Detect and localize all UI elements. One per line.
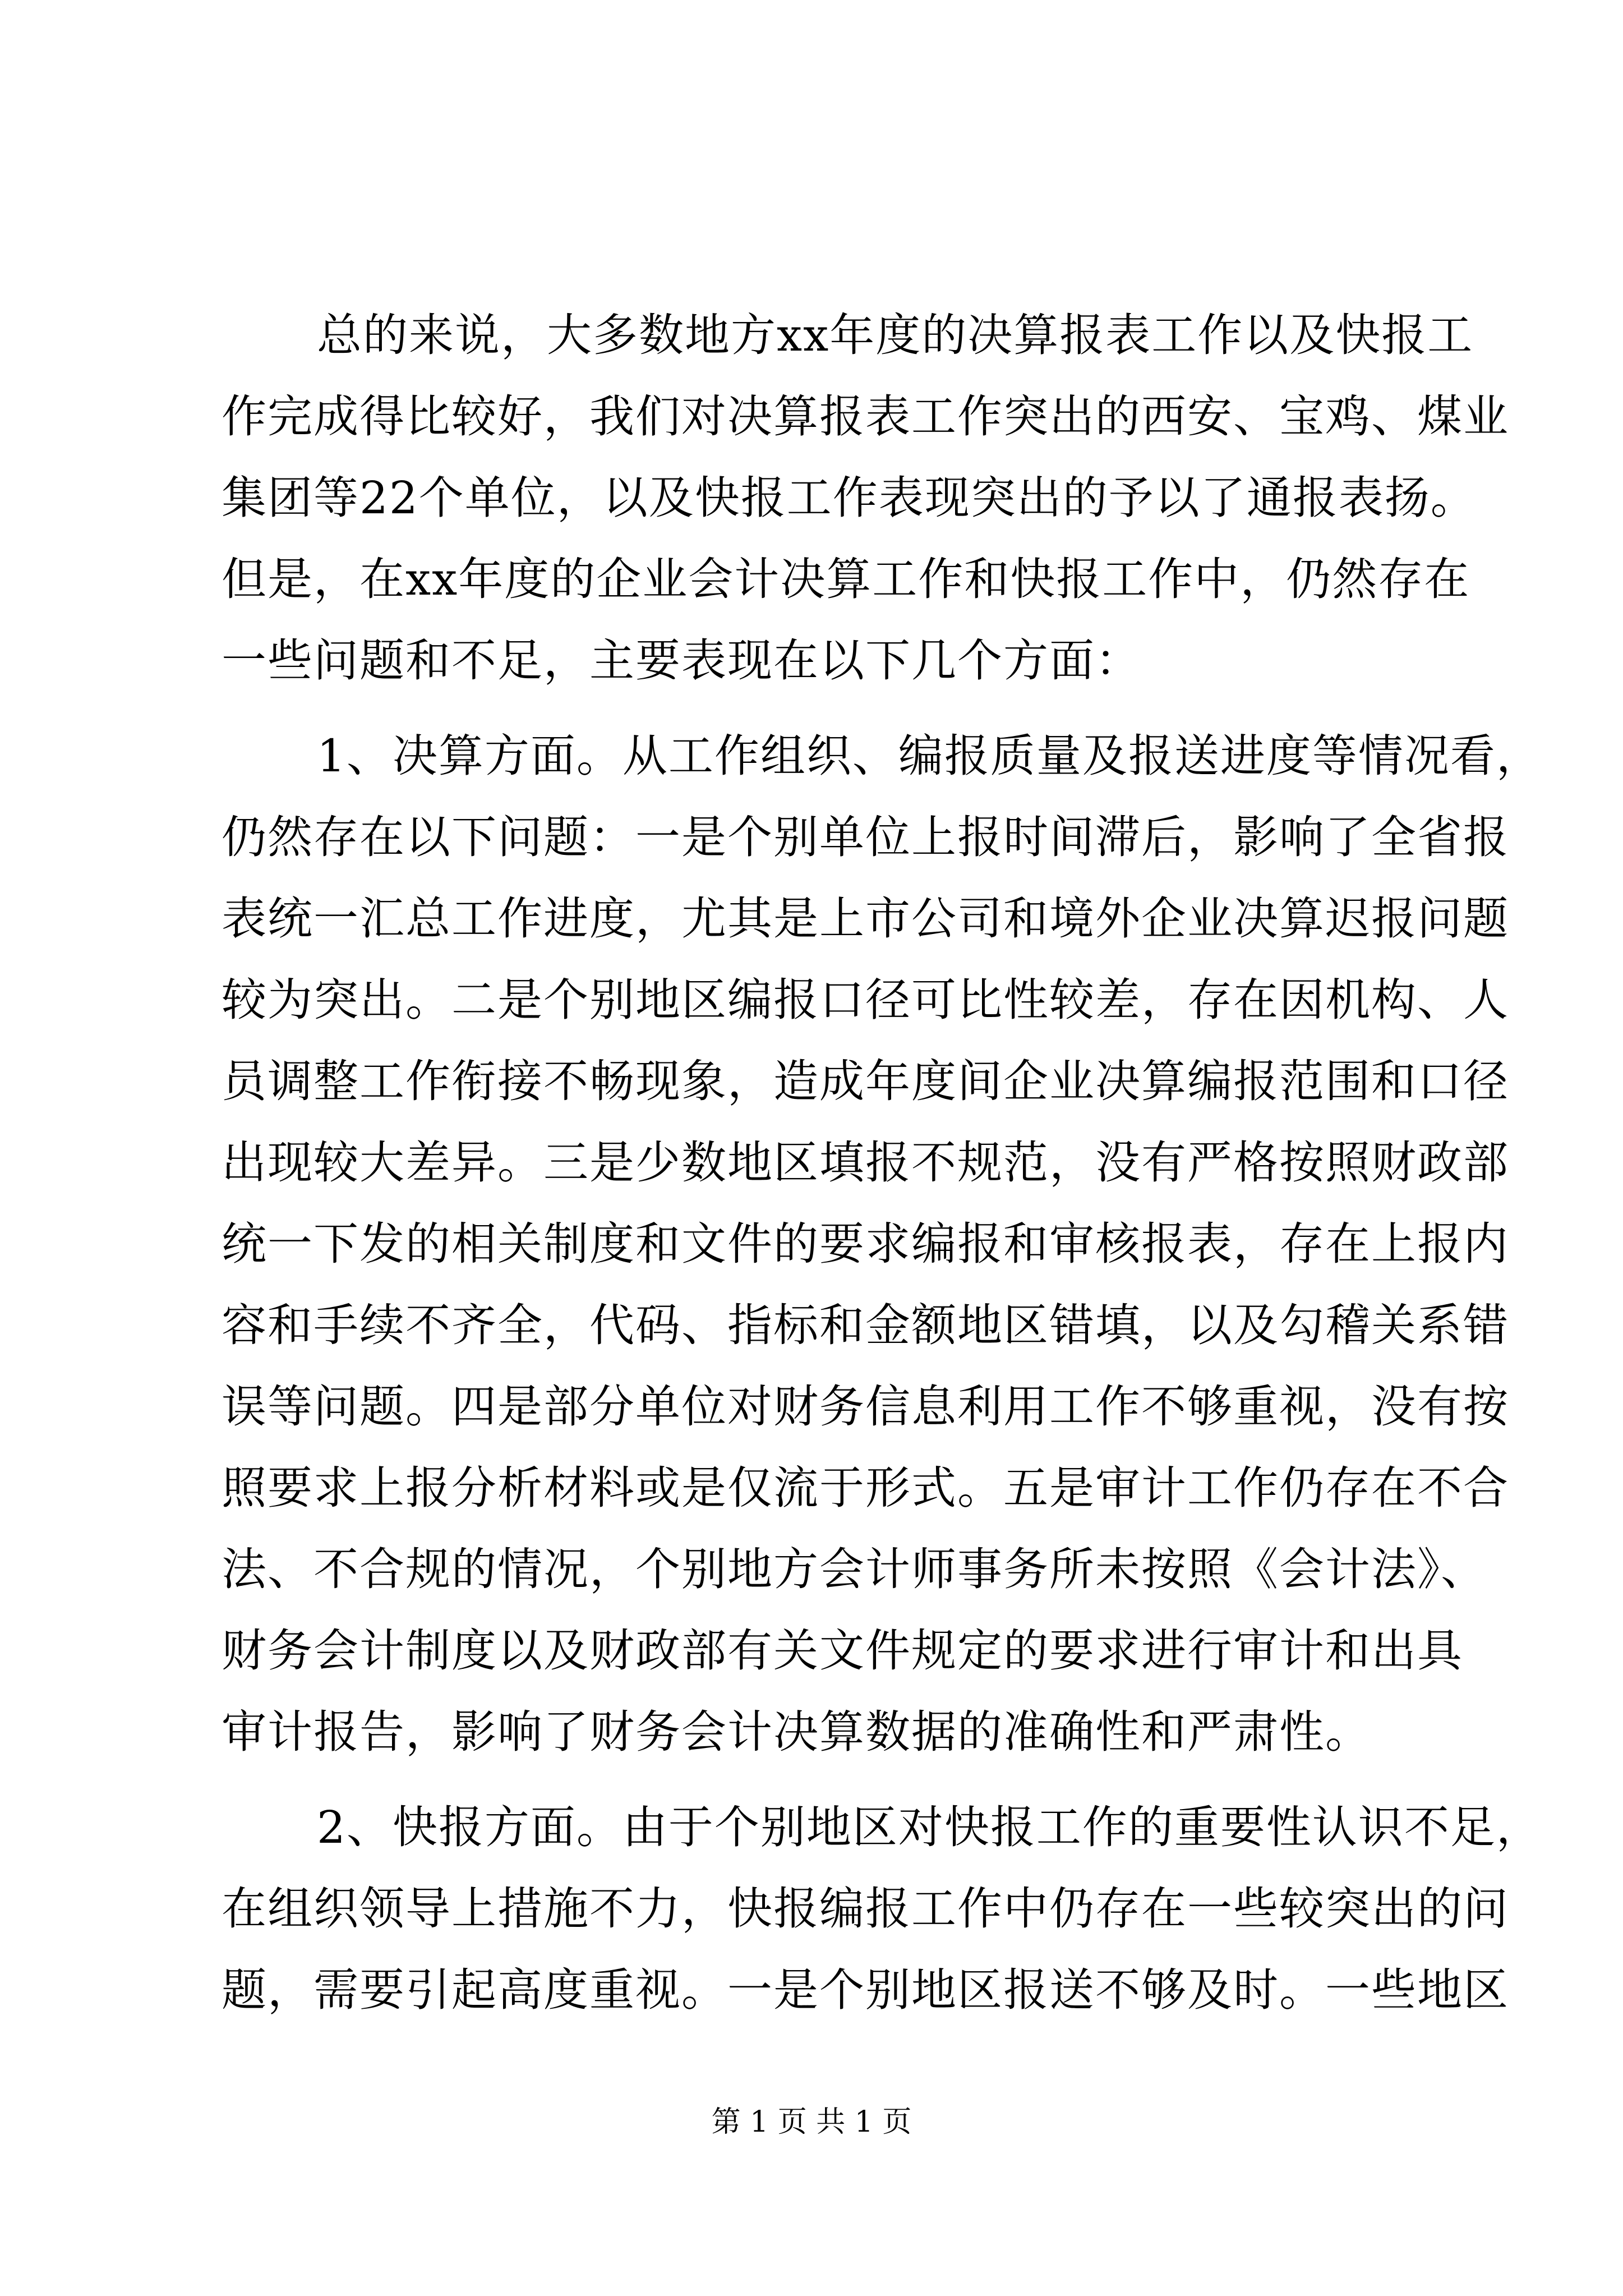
paragraph-line: 法、不合规的情况，个别地方会计师事务所未按照《会计法》、 [222,1543,1487,1595]
paragraph-express-report [222,1787,1542,2031]
paragraph-line: 1、决算方面。从工作组织、编报质量及报送进度等情况看， [317,730,1542,782]
paragraph-line: 照要求上报分析材料或是仅流于形式。五是审计工作仍存在不合 [222,1462,1509,1514]
paragraph-line: 容和手续不齐全，代码、指标和金额地区错填，以及勾稽关系错 [222,1299,1509,1351]
paragraph-line: 出现较大差异。三是少数地区填报不规范，没有严格按照财政部 [222,1137,1509,1189]
paragraph-gap [222,1773,1402,1787]
paragraph-line: 2、快报方面。由于个别地区对快报工作的重要性认识不足， [317,1801,1542,1853]
paragraph-line: 员调整工作衔接不畅现象，造成年度间企业决算编报范围和口径 [222,1055,1509,1107]
paragraph-line: 审计报告，影响了财务会计决算数据的准确性和严肃性。 [222,1706,1371,1758]
paragraph-line: 在组织领导上措施不力，快报编报工作中仍存在一些较突出的问 [222,1883,1509,1935]
paragraph-line: 总的来说，大多数地方xx年度的决算报表工作以及快报工 [317,309,1474,361]
paragraph-line: 统一下发的相关制度和文件的要求编报和审核报表，存在上报内 [222,1218,1509,1270]
paragraph-gap [222,701,1402,715]
paragraph-line: 仍然存在以下问题：一是个别单位上报时间滞后，影响了全省报 [222,811,1509,863]
document-body [222,295,1542,2031]
paragraph-line: 题，需要引起高度重视。一是个别地区报送不够及时。一些地区 [222,1964,1509,2016]
paragraph-line: 较为突出。二是个别地区编报口径可比性较差，存在因机构、人 [222,974,1509,1026]
paragraph-line: 但是，在xx年度的企业会计决算工作和快报工作中，仍然存在 [222,553,1470,605]
paragraph-line: 财务会计制度以及财政部有关文件规定的要求进行审计和出具 [222,1625,1463,1677]
paragraph-final-accounts [222,715,1542,1773]
paragraph-line: 作完成得比较好，我们对决算报表工作突出的西安、宝鸡、煤业 [222,390,1509,443]
paragraph-line: 一些问题和不足，主要表现在以下几个方面： [222,634,1141,687]
paragraph-line: 表统一汇总工作进度，尤其是上市公司和境外企业决算迟报问题 [222,892,1509,945]
paragraph-line: 误等问题。四是部分单位对财务信息利用工作不够重视，没有按 [222,1381,1509,1433]
page-number-footer: 第 1 页 共 1 页 [711,2105,912,2139]
paragraph-line: 集团等22个单位，以及快报工作表现突出的予以了通报表扬。 [222,472,1477,524]
paragraph-summary [222,295,1509,701]
